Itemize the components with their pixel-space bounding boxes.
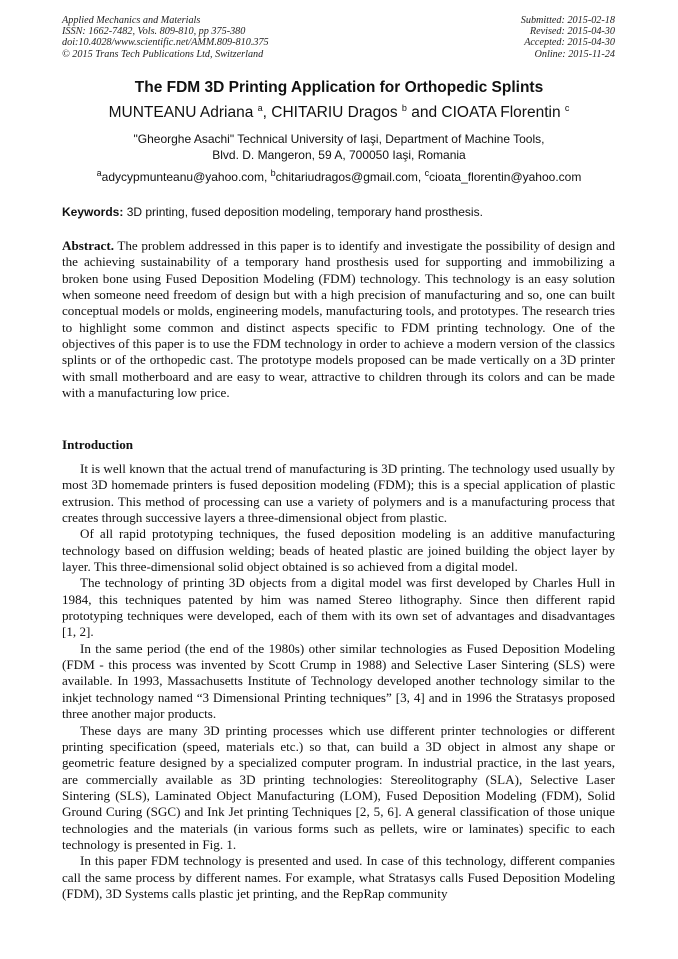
- paragraph: In the same period (the end of the 1980s) other similar technologies as Fused Deposition Modeling (FDM - this process was invented by Scott Crump in 1988) and Selective Laser Sintering (SLS) were available. In 1993, Massachusetts Institute of Technology developed another technology similar to the inkjet technology named “3 Dimensional Printing techniques” [3, 4] and in 1996 the Stratasys proposed three another major products.: [62, 640, 615, 722]
- abstract: [62, 238, 615, 401]
- online-date: Online: 2015-11-24: [534, 48, 615, 60]
- introduction-body: [62, 461, 615, 902]
- dates-info: [521, 15, 615, 60]
- issn: ISSN: 1662-7482, Vols. 809-810, pp 375-380: [62, 26, 246, 38]
- paper-title: The FDM 3D Printing Application for Orthopedic Splints: [134, 79, 544, 96]
- author-name: MUNTEANU Adriana: [108, 104, 254, 122]
- emails: $^a$adycypmunteanu@yahoo.com, $^b$chitariudragos@gmail.com, $^c$cioata_florentin@yahoo.com: [96, 168, 582, 184]
- email[interactable]: chitariudragos@gmail.com: [275, 170, 418, 184]
- email-sup: c: [424, 168, 430, 178]
- paragraph: These days are many 3D printing processes which use different printer technologies or different printing specification (speed, materials etc.) so that, can build a 3D object in almost any shape or geometric feature designed by a specialized computer program. In industrial practice, in the last years, are commercially available as 3D printing technologies: Stereolitography (SLA), Selective Laser Sintering (SLS), Laminated Object Manufacturing (LOM), Fused Deposition Modeling (FDM), Solid Ground Curing (SGC) and Ink Jet printing Techniques [2, 5, 6]. A general classification of those unique technologies and the materials (in various forms such as pellets, wire or laminates) specific to each technology is presented in Fig. 1.: [62, 722, 615, 852]
- keywords-text: 3D printing, fused deposition modeling, temporary hand prosthesis.: [123, 205, 483, 219]
- email[interactable]: adycypmunteanu@yahoo.com: [101, 170, 264, 184]
- email-sup: a: [96, 168, 102, 178]
- separator: and: [406, 104, 442, 122]
- separator: ,: [262, 104, 272, 122]
- paragraph: The technology of printing 3D objects from a digital model was first developed by Charles Hull in 1984, this techniques patented by him was named Stereo lithography. Since then different rapid prototyping techniques were developed, each of them with its own set of advantages and disadvantages [1, 2].: [62, 575, 615, 640]
- paragraph: It is well known that the actual trend of manufacturing is 3D printing. The technology used usually by most 3D homemade printers is fused deposition modeling (FDM); this is a special application of plastic extrusion. This method of processing can use a variety of polymers and is a manufacturing process that creates through successive layers a three-dimensional object from plastic.: [62, 461, 615, 526]
- author-name: CHITARIU Dragos: [271, 104, 398, 122]
- email[interactable]: cioata_florentin@yahoo.com: [429, 170, 582, 184]
- journal-name: Applied Mechanics and Materials: [62, 15, 201, 26]
- copyright: © 2015 Trans Tech Publications Ltd, Switzerland: [62, 48, 264, 60]
- paragraph: In this paper FDM technology is presented and used. In case of this technology, different companies call the same process by different names. For example, what Stratasys calls Fused Deposition Modeling (FDM), 3D Systems calls plastic jet printing, and the RepRap community: [62, 853, 615, 901]
- journal-info: [62, 15, 269, 60]
- author-sup: a: [257, 103, 263, 113]
- affiliation-line: "Gheorghe Asachi" Technical University of Iaşi, Department of Machine Tools,: [133, 132, 545, 146]
- submitted-date: Submitted: 2015-02-18: [520, 15, 615, 26]
- accepted-date: Accepted: 2015-04-30: [524, 37, 615, 49]
- affiliation-line: Blvd. D. Mangeron, 59 A, 700050 Iaşi, Romania: [212, 148, 466, 162]
- revised-date: Revised: 2015-04-30: [529, 26, 615, 38]
- affiliation: [0, 131, 678, 163]
- author-sup: b: [401, 103, 407, 113]
- section-heading: Introduction: [62, 437, 134, 452]
- abstract-text: The problem addressed in this paper is to identify and investigate the possibility of design and the achieving sustainability of a temporary hand prosthesis used for supporting and immobilizing a broken bone using Fused Deposition Modeling (FDM) technology. This technology is an easy solution when someone need freedom of design but with a high precision of manufacturing and so, one can built conceptual models or molds, engineering models, manufacturing tools, and prototypes. The research tries to highlight some common and distinct aspects specific to FDM printing technology. One of the objectives of this paper is to use the FDM technology in order to achieve a modern version of the classics splints or of the orthopedic cast. The prototype models proposed can be made vertically on a 3D printer with small motherboard and are easy to wear, attractive to children through its colors and can be made with a manufacturing low price.: [62, 238, 615, 401]
- authors: [0, 103, 678, 122]
- paragraph: Of all rapid prototyping techniques, the fused deposition modeling is an additive manufacturing technology based on diffusion welding; beads of heated plastic are joined building the object layer by layer. This three-dimensional solid object obtained is so achieved from a digital model.: [62, 526, 615, 575]
- email-sup: b: [270, 168, 276, 178]
- author-sup: c: [564, 103, 570, 113]
- doi: doi:10.4028/www.scientific.net/AMM.809-810.375: [62, 37, 269, 49]
- keywords: [62, 205, 483, 219]
- abstract-label: Abstract.: [62, 238, 114, 253]
- keywords-label: Keywords:: [62, 205, 124, 219]
- author-name: CIOATA Florentin: [441, 104, 561, 122]
